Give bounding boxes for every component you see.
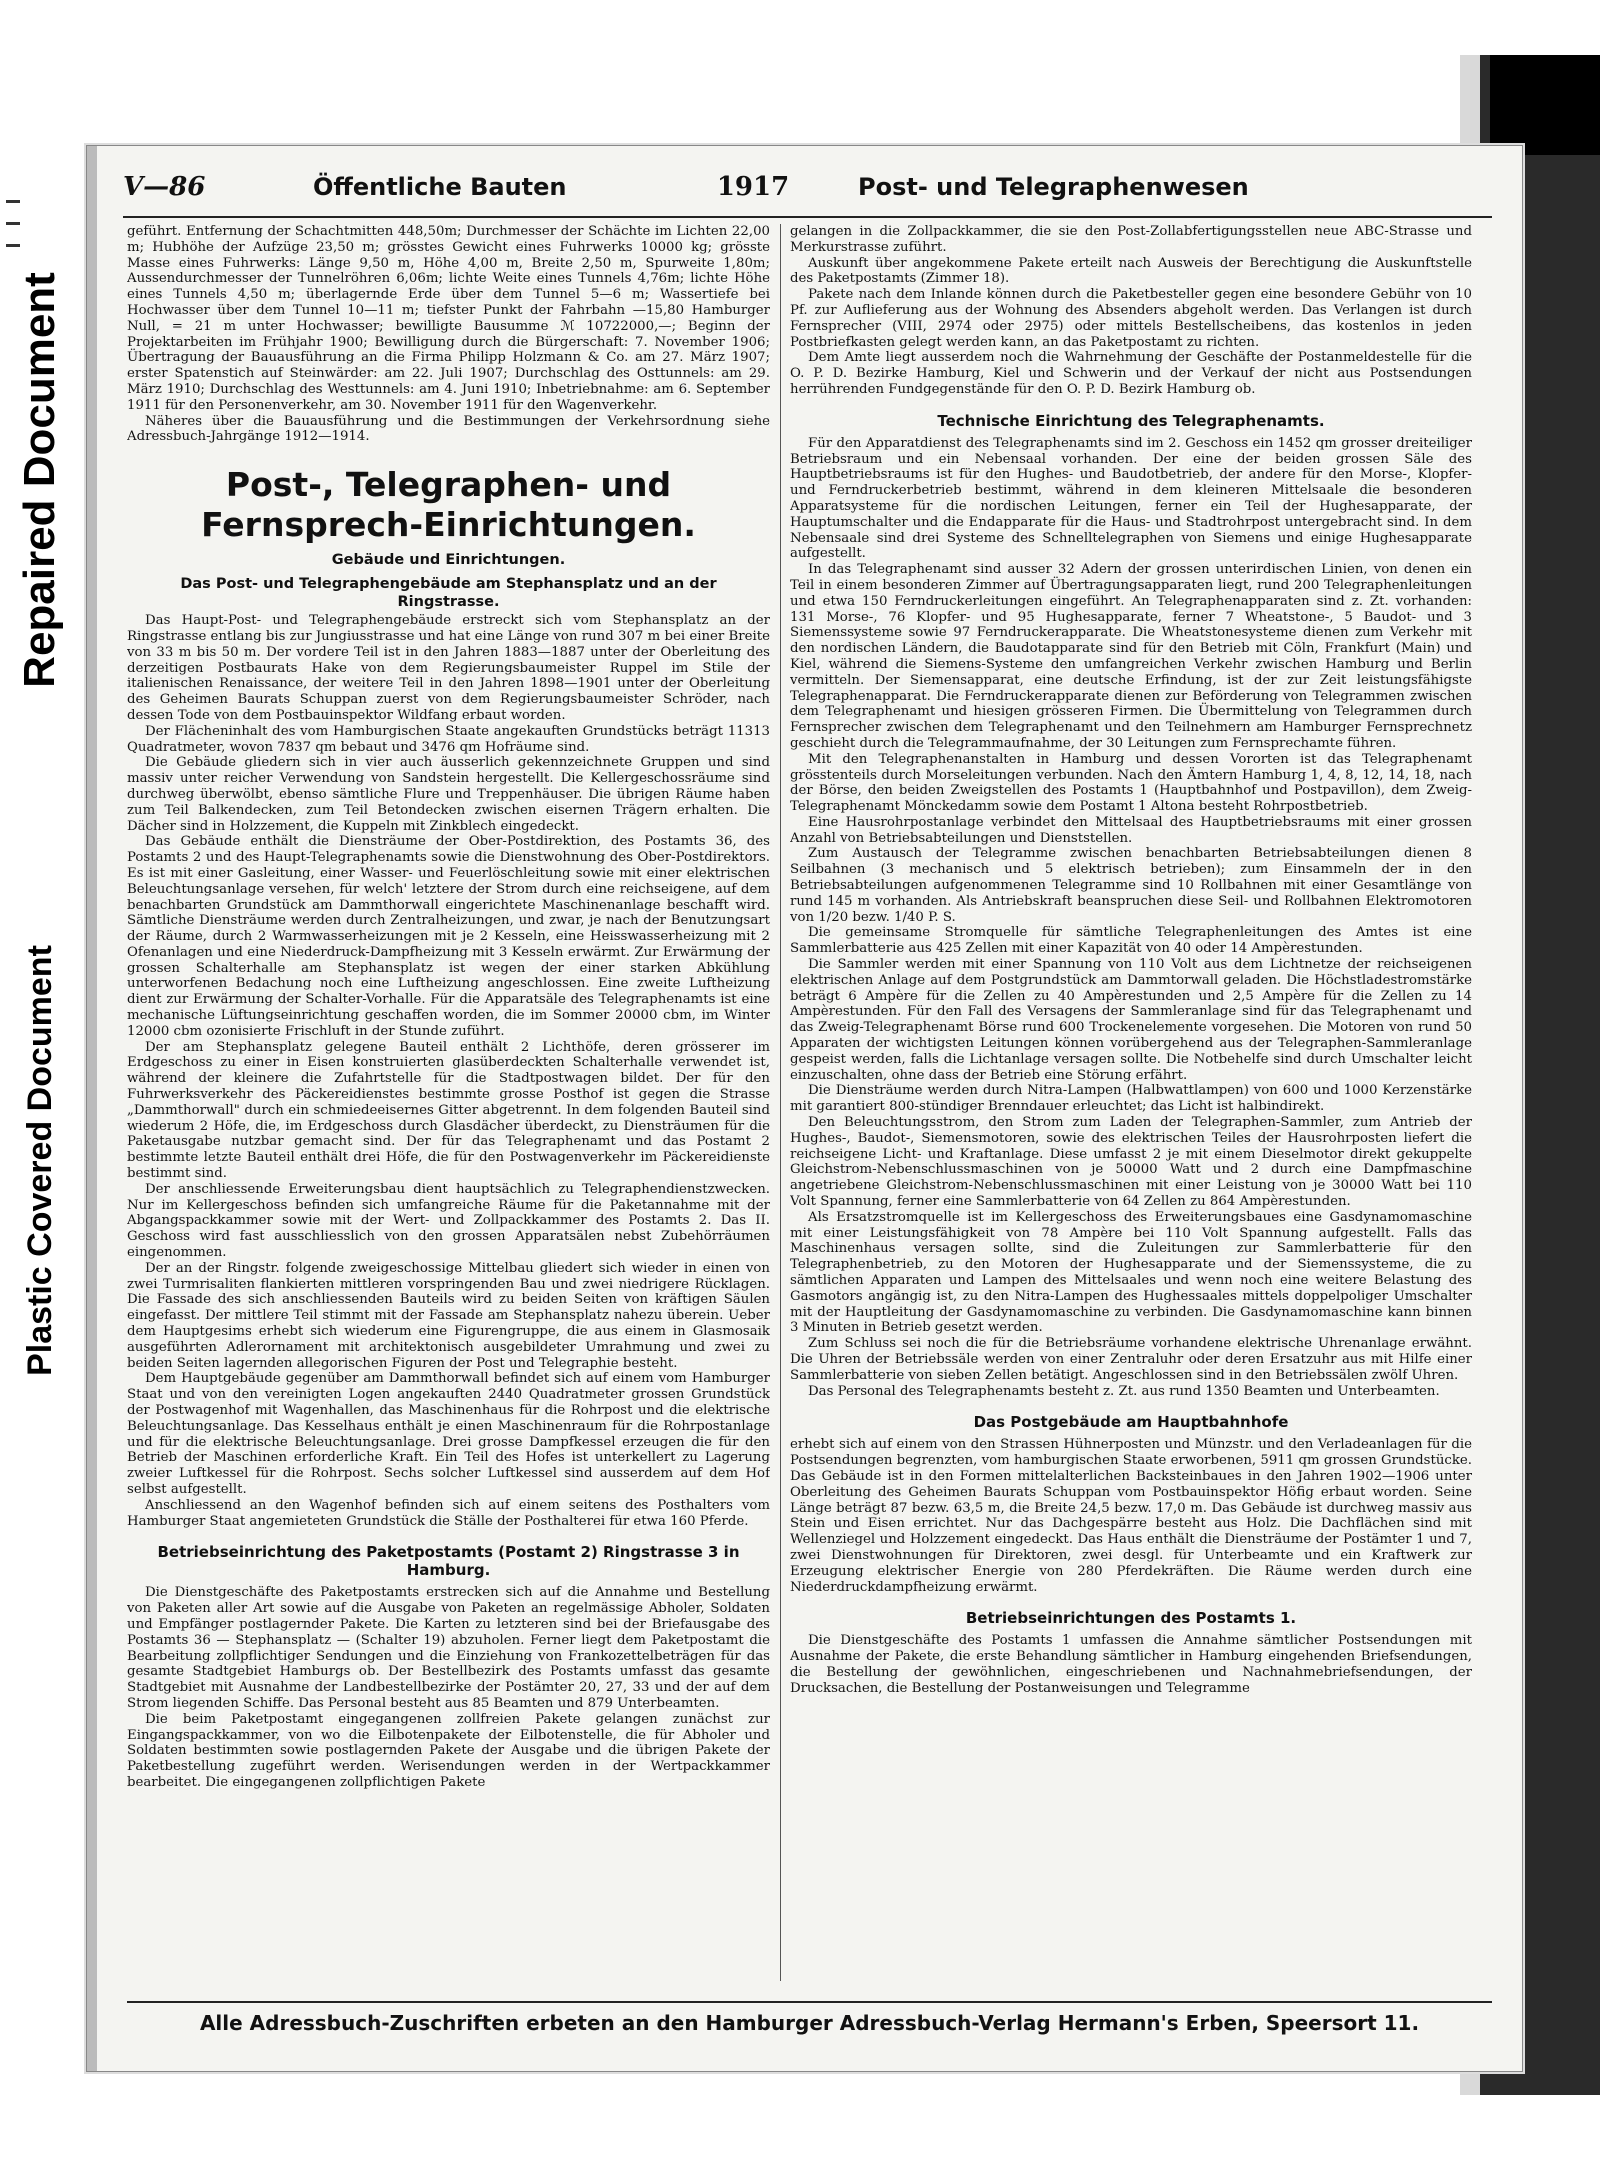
paragraph: Der Flächeninhalt des vom Hamburgischen Staate angekauften Grundstücks beträgt 11313 Quadratmeter, wovon 7837 qm bebaut und 3476 qm Hofräume sind. [127,723,770,755]
topic-title: Post- und Telegraphenwesen [858,173,1249,201]
paragraph: Für den Apparatdienst des Telegraphenamts sind im 2. Geschoss ein 1452 qm grosser dreiteiliger Betriebsraum und ein Nebensaal vorhanden. Der eine der beiden grossen Säle des Hauptbetriebsraums ist für den Hughes- und Baudotbetrieb, der andere für den Morse-, Klopfer- und Ferndruckerbetrieb bestimmt, während in dem kleineren Mittelsaale die besonderen Apparatsysteme für die nordischen Leitungen, ferner ein Teil der Hughesapparate, der Hauptumschalter und die Endapparate für die Haus- und Stadtrohrpost untergebracht sind. In dem Nebensaale sind drei Systeme des Schnelltelegraphen von Siemens und einige Hughesapparate aufgestellt. [790,435,1472,562]
plastic-covered-label [0,780,80,1540]
paragraph: Zum Schluss sei noch die für die Betriebsräume vorhandene elektrische Uhrenanlage erwähnt. Die Uhren der Betriebssäle werden von einer Zentraluhr oder deren Ersatzuhr aus mit Hilfe einer Sammlerbatterie von sieben Zellen betätigt. Angeschlossen sind in den Betriebssälen zwölf Uhren. [790,1336,1472,1383]
scan-corner [1490,55,1600,155]
paragraph: Näheres über die Bauausführung und die Bestimmungen der Verkehrsordnung siehe Adressbuch-Jahrgänge 1912—1914. [127,413,770,445]
section-heading: Das Post- und Telegraphengebäude am Stephansplatz und an der Ringstrasse. [180,576,717,611]
paragraph: geführt. Entfernung der Schachtmitten 448,50m; Durchmesser der Schächte im Lichten 22,00 m; Hubhöhe der Aufzüge 23,50 m; grösstes Gewicht eines Fuhrwerks 10000 kg; grösste Masse eines Fuhrwerks: Länge 9,50 m, Höhe 4,00 m, Breite 2,50 m, Spurweite 1,80m; Aussendurchmesser der Tunnelröhren 6,06m; lichte Weite eines Tunnels 4,76m; lichte Höhe eines Tunnels 4,50 m; überlagernde Erde über dem Tunnel 5—6 m; Wassertiefe bei Hochwasser über dem Tunnel 10—11 m; tiefster Punkt der Fahrbahn —15,80 Hamburger Null, = 21 m unter Hochwasser; bewilligte Bausumme ℳ 10722000,—; Beginn der Projektarbeiten im Frühjahr 1900; Bewilligung durch die Bürgerschaft: 7. November 1906; Übertragung der Bauausführung an die Firma Philipp Holzmann & Co. am 27. März 1907; erster Spatenstich auf Steinwärder: am 22. Juli 1907; Durchschlag des Osttunnels: am 29. März 1910; Durchschlag des Westtunnels: am 4. Juni 1910; Inbetriebnahme: am 6. September 1911 für den Personenverkehr, am 30. November 1911 für den Wagenverkehr. [127,224,770,413]
paragraph: Die Diensträume werden durch Nitra-Lampen (Halbwattlampen) von 600 und 1000 Kerzenstärke mit garantiert 800-stündiger Brenndauer erleuchtet; das Licht ist halbindirekt. [790,1083,1472,1115]
paragraph: In das Telegraphenamt sind ausser 32 Adern der grossen unterirdischen Linien, von denen ein Teil in einem besonderen Zimmer auf Übertragungsapparaten liegt, rund 200 Telegraphenleitungen und etwa 150 Ferndruckerleitungen eingeführt. An Telegraphenapparaten sind z. Zt. vorhanden: 131 Morse-, 76 Klopfer- und 95 Hughesapparate, ferner 7 Wheatstone-, 5 Baudot- und 3 Siemenssysteme sowie 97 Ferndruckerapparate. Die Wheatstonesysteme dienen zum Verkehr mit den nordischen Ländern, die Baudotapparate sind für den Betrieb mit Cöln, Frankfurt (Main) und Kiel, während die Siemens-Systeme den umfangreichen Verkehr zwischen Hamburg und Berlin vermitteln. Der Siemensapparat, eine deutsche Erfindung, ist der zur Zeit leistungsfähigste Telegraphenapparat. Die Ferndruckerapparate dienen zur Beförderung von Telegrammen zwischen dem Telegraphenamt und hiesigen grösseren Firmen. Die Übermittelung von Telegrammen durch Fernsprecher zwischen dem Telegraphenamt und den Teilnehmern am Hamburger Fernsprechnetz geschieht durch die Telegrammaufnahme, der 30 Leitungen zum Fernsprechamte führen. [790,562,1472,751]
page-number: V—86 [123,172,206,202]
page-year: 1917 [716,172,790,202]
paragraph: Zum Austausch der Telegramme zwischen benachbarten Betriebsabteilungen dienen 8 Seilbahnen (3 mechanisch und 5 elektrisch betrieben); zum Einsammeln der in den Betriebsabteilungen aufgenommenen Telegramme sind 10 Rollbahnen mit einer Gesamtlänge von rund 145 m vorhanden. Als Antriebskraft beanspruchen diese Seil- und Rollbahnen Elektromotoren von 1/20 bezw. 1/40 P. S. [790,846,1472,925]
paragraph: Die Gebäude gliedern sich in vier auch äusserlich gekennzeichnete Gruppen und sind massiv unter reicher Verwendung von Sandstein hergestellt. Die Kellergeschossräume sind durchweg überwölbt, ebenso sämtliche Flure und Treppenhäuser. Die übrigen Räume haben zum Teil Balkendecken, zum Teil Betondecken zwischen eisernen Trägern erhalten. Die Dächer sind in Holzzement, die Kuppeln mit Zinkblech eingedeckt. [127,755,770,834]
page-footer [127,2001,1492,2043]
section-heading: Technische Einrichtung des Telegraphenamts. [937,411,1325,430]
paragraph: Auskunft über angekommene Pakete erteilt nach Ausweis der Berechtigung die Auskunftstelle des Paketpostamts (Zimmer 18). [790,255,1472,287]
paragraph: Pakete nach dem Inlande können durch die Paketbesteller gegen eine besondere Gebühr von 10 Pf. zur Auflieferung aus der Wohnung des Absenders abgeholt werden. Das Verlangen ist durch Fernsprecher (VIII, 2974 oder 2975) oder mittels Bestellscheibens, das kostenlos in jeden Postbriefkasten gelegt werden kann, an das Paketpostamt zu richten. [790,287,1472,350]
section-heading: Betriebseinrichtung des Paketpostamts (Postamt 2) Ringstrasse 3 in Hamburg. [157,1543,740,1580]
section-heading: Betriebseinrichtungen des Postamts 1. [965,1609,1297,1628]
paragraph: Die Dienstgeschäfte des Postamts 1 umfassen die Annahme sämtlicher Postsendungen mit Ausnahme der Pakete, die erste Behandlung sämtlicher in Hamburg eingehenden Briefsendungen, die Bestellung der gewöhnlichen, eingeschriebenen und Nachnahmebriefsendungen, der Drucksachen, die Bestellung der Postanweisungen und Telegramme [790,1633,1472,1696]
document-page [86,145,1523,2072]
footer-text: Alle Adressbuch-Zuschriften erbeten an den Hamburger Adressbuch-Verlag Hermann's Erben, Speersort 11. [199,2011,1420,2035]
paragraph: Das Gebäude enthält die Diensträume der Ober-Postdirektion, des Postamts 36, des Postamts 2 und des Haupt-Telegraphenamts sowie die Dienstwohnung des Ober-Postdirektors. Es ist mit einer Gasleitung, einer Wasser- und Feuerlöschleitung sowie mit einer elektrischen Beleuchtungsanlage versehen, für welch' letztere der Strom durch eine reichseigene, auf dem benachbarten Grundstück am Dammthorwall eingerichtete Maschinenanlage beschafft wird. Sämtliche Diensträume werden durch Zentralheizungen, und zwar, je nach der Benutzungsart der Räume, durch 2 Warmwasserheizungen mit je 2 Kesseln, eine Heisswasserheizung mit 2 Ofenanlagen und eine Niederdruck-Dampfheizung mit 3 Kesseln erwärmt. Zur Erwärmung der grossen Schalterhalle am Stephansplatz ist wegen der einer starken Abkühlung unterworfenen Bedachung noch eine Luftheizung angeschlossen. Eine zweite Luftheizung dient zur Erwärmung der Schalter-Vorhalle. Für die Apparatsäle des Telegraphenamts ist eine mechanische Lüftungseinrichtung geschaffen worden, die im Sommer 20000 cbm, im Winter 12000 cbm ozonisierte Frischluft in der Stunde zuführt. [127,834,770,1039]
paragraph: Der anschliessende Erweiterungsbau dient hauptsächlich zu Telegraphendienstzwecken. Nur im Kellergeschoss befinden sich umfangreiche Räume für die Paketannahme mit der Abgangspackkammer sowie mit der Wert- und Zollpackkammer des Postamts 2. Das II. Geschoss wird fast ausschliesslich von den grossen Apparatsälen nebst Zubehörräumen eingenommen. [127,1181,770,1261]
paragraph: Das Personal des Telegraphenamts besteht z. Zt. aus rund 1350 Beamten und Unterbeamten. [808,1383,1440,1399]
paragraph: Die Sammler werden mit einer Spannung von 110 Volt aus dem Lichtnetze der reichseigenen elektrischen Anlage auf dem Postgrundstück am Dammtorwall geladen. Die Höchstladestromstärke beträgt 6 Ampère für die Zellen zu 40 Ampèrestunden und 2,5 Ampère für die Zellen zu 14 Ampèrestunden. Für den Fall des Versagens der Sammleranlage sind für das Telegraphenamt und das Zweig-Telegraphenamt Börse rund 600 Trockenelemente vorgesehen. Die Motoren von rund 50 Apparaten der wichtigsten Leitungen können vorübergehend aus der Telegraphen-Sammleranlage gespeist werden, falls die Lichtanlage versagen sollte. Die Notbehelfe sind durch Umschalter leicht einzuschalten, ohne dass der Betrieb eine Störung erfährt. [790,957,1472,1083]
subtitle: Gebäude und Einrichtungen. [331,552,566,569]
left-column [127,224,770,1989]
page-binding [87,146,97,2071]
paragraph: Das Haupt-Post- und Telegraphengebäude erstreckt sich vom Stephansplatz an der Ringstrasse entlang bis zur Jungiusstrasse und hat eine Länge von rund 307 m bei einer Breite von 33 m bis 50 m. Der vordere Teil ist in den Jahren 1883—1887 unter der Oberleitung des derzeitigen Postbaurats Hake von dem Regierungsbaumeister Ruppel im Stile der italienischen Renaissance, der weitere Teil in den Jahren 1898—1901 unter der Oberleitung des Geheimen Baurats Schuppan zuerst von dem Regierungsbaumeister Schröder, nach dessen Tode von dem Postbauinspektor Wildfang erbaut worden. [127,613,770,723]
paragraph: Eine Hausrohrpostanlage verbindet den Mittelsaal des Hauptbetriebsraums mit einer grossen Anzahl von Betriebsabteilungen und Dienststellen. [790,814,1472,846]
header-rule [123,216,1492,218]
repaired-document-label [0,200,80,760]
paragraph: gelangen in die Zollpackkammer, die sie den Post-Zollabfertigungsstellen neue ABC-Strasse und Merkurstrasse zuführt. [790,224,1472,255]
paragraph: Dem Hauptgebäude gegenüber am Dammthorwall befindet sich auf einem vom Hamburger Staat und von den vereinigten Logen angekauften 2440 Quadratmeter grossen Grundstück der Postwagenhof mit Wagenhallen, das Maschinenhaus für die Rohrpost und die elektrische Beleuchtungsanlage. Das Kesselhaus enthält je einen Maschinenraum für die Rohrpostanlage und für die elektrische Beleuchtungsanlage. Drei grosse Dampfkessel erzeugen die für den Betrieb der Maschinen erforderliche Kraft. Ein Teil des Hofes ist unterkellert zu Lagerung zweier Luftkessel für die Rohrpost. Sechs solcher Luftkessel sind ausserdem auf dem Hof selbst aufgestellt. [127,1371,770,1497]
right-column [790,224,1472,1989]
plastic-label-text: Plastic Covered Document [20,944,59,1376]
paragraph: Die Dienstgeschäfte des Paketpostamts erstrecken sich auf die Annahme und Bestellung von Paketen aller Art sowie auf die Ausgabe von Paketen an regelmässige Abholer, Soldaten und Empfänger postlagernder Pakete. Die Karten zu letzteren sind bei der Briefausgabe des Postamts 36 — Stephansplatz — (Schalter 19) abzuholen. Ferner liegt dem Paketpostamt die Bearbeitung zollpflichtiger Sendungen und die Einziehung von Frankozettelbeträgen für das gesamte Stadtgebiet Hamburgs ob. Der Bestellbezirk des Postamts umfasst das gesamte Stadtgebiet mit Ausnahme der Landbestellbezirke der Postämter 20, 27, 33 und der auf dem Strom liegenden Schiffe. Das Personal besteht aus 85 Beamten und 879 Unterbeamten. [127,1585,770,1711]
paragraph: Der am Stephansplatz gelegene Bauteil enthält 2 Lichthöfe, deren grösserer im Erdgeschoss zu einer in Eisen konstruierten glasüberdeckten Schalterhalle verwendet ist, während der kleinere die Zufahrtstelle für die Stadtpostwagen bildet. Der für den Fuhrwerksverkehr des Päckereidienstes bestimmte grosse Posthof ist gegen die Strasse „Dammthorwall" durch ein schmiedeeisernes Gitter abgetrennt. In dem folgenden Bauteil sind wiederum 2 Höfe, die, im Erdgeschoss durch Glasdächer überdeckt, zu Diensträumen für die Paketausgabe nutzbar gemacht sind. Der für das Telegraphenamt und das Postamt 2 bestimmte letzte Bauteil enthält drei Höfe, die für den Postwagenverkehr im Päckereidienste bestimmt sind. [127,1039,770,1182]
repaired-label-text: Repaired Document [15,272,65,688]
paragraph: Die beim Paketpostamt eingegangenen zollfreien Pakete gelangen zunächst zur Eingangspackkammer, von wo die Eilbotenpakete der Eilbotenstelle, die für Abholer und Soldaten bestimmten sowie postlagernden Pakete der Ausgabe und die übrigen Pakete der Paketbestellung zugeführt werden. Werisendungen werden in der Wertpackkammer bearbeitet. Die eingegangenen zollpflichtigen Pakete [127,1711,770,1790]
paragraph: Die gemeinsame Stromquelle für sämtliche Telegraphenleitungen des Amtes ist eine Sammlerbatterie aus 425 Zellen mit einer Kapazität von 40 oder 14 Ampèrestunden. [790,925,1472,957]
paragraph: Anschliessend an den Wagenhof befinden sich auf einem seitens des Posthalters vom Hamburger Staat angemieteten Grundstück die Ställe der Posthalterei für etwa 160 Pferde. [127,1497,770,1529]
paragraph: Dem Amte liegt ausserdem noch die Wahrnehmung der Geschäfte der Postanmeldestelle für die O. P. D. Bezirke Hamburg, Kiel und Schwerin und der Verkauf der nicht aus Postsendungen herrührenden Fundgegenstände für den O. P. D. Bezirk Hamburg ob. [790,350,1472,397]
paragraph: Mit den Telegraphenanstalten in Hamburg und dessen Vororten ist das Telegraphenamt grösstenteils durch Morseleitungen verbunden. Nach den Ämtern Hamburg 1, 4, 8, 12, 14, 18, nach der Börse, den beiden Zweigstellen des Postamts 1 (Hauptbahnhof und Postpavillon), dem Zweig-Telegraphenamt Mönckedamm sowie dem Postamt 1 Altona besteht Rohrpostbetrieb. [790,751,1472,815]
paragraph: Als Ersatzstromquelle ist im Kellergeschoss des Erweiterungsbaues eine Gasdynamomaschine mit einer Leistungsfähigkeit von 78 Ampère bei 110 Volt Spannung aufgestellt. Falls das Maschinenhaus versagen sollte, sind die Zuleitungen zur Sammlerbatterie für den Telegraphenbetrieb, zu den Motoren der Hughesapparate und der Siemenssysteme, die zu sämtlichen Apparaten und Lampen des Mittelsaales und wenn noch eine weitere Belastung des Gasmotors angängig ist, zu den Nitra-Lampen des Hughessaales mittels doppelpoliger Umschalter mit der Hauptleitung der Gasdynamomaschine zu verbinden. Die Gasdynamomaschine kann binnen 3 Minuten in Betrieb gesetzt werden. [790,1209,1472,1336]
main-title: Post-, Telegraphen- und Fernsprech-Einrichtungen. [201,465,696,545]
section-heading: Das Postgebäude am Hauptbahnhofe [973,1413,1289,1432]
column-divider [780,224,781,1981]
paragraph: Der an der Ringstr. folgende zweigeschossige Mittelbau gliedert sich wieder in einen von zwei Turmrisaliten flankierten mittleren vorspringenden Bau und zwei niedrigere Rücklagen. Die Fassade des sich anschliessenden Bauteils wird zu beiden Seiten von kräftigen Säulen eingefasst. Der mittlere Teil stimmt mit der Fassade am Stephansplatz nahezu überein. Ueber dem Hauptgesims erhebt sich wiederum eine Figurengruppe, die aus einem in Glasmosaik ausgeführten Adlerornament mit architektonisch ausgebildeter Umrahmung und zwei zu beiden Seiten lagernden allegorischen Figuren der Post und Telegraphie besteht. [127,1260,770,1371]
paragraph: erhebt sich auf einem von den Strassen Hühnerposten und Münzstr. und den Verladeanlagen für die Postsendungen begrenzten, vom hamburgischen Staate erworbenen, 5911 qm grossen Grundstücke. Das Gebäude ist in den Formen mittelalterlichen Backsteinbaues in den Jahren 1902—1906 unter Oberleitung des Geheimen Baurats Schuppan vom Postbauinspektor Höfig erbaut worden. Seine Länge beträgt 87 bezw. 63,5 m, die Breite 24,5 bezw. 17,0 m. Das Gebäude ist durchweg massiv aus Stein und Eisen errichtet. Nur das Dachgespärre besteht aus Holz. Die Dachflächen sind mit Wellenziegel und Holzzement eingedeckt. Das Haus enthält die Diensträume der Postämter 1 und 7, zwei Dienstwohnungen für Direktoren, zwei desgl. für Unterbeamte und ein Kraftwerk zur Erzeugung elektrischer Energie von 280 Pferdekräften. Die Räume werden durch eine Niederdruckdampfheizung erwärmt. [790,1437,1472,1595]
section-title: Öffentliche Bauten [313,173,567,201]
page-header [123,172,1492,212]
paragraph: Den Beleuchtungsstrom, den Strom zum Laden der Telegraphen-Sammler, zum Antrieb der Hughes-, Baudot-, Siemensmotoren, sowie des elektrischen Teiles der Hausrohrposten liefert die reichseigene Licht- und Kraftanlage. Diese umfasst 2 je mit einem Dieselmotor direkt gekuppelte Gleichstrom-Nebenschlussmaschinen von je 50000 Watt und 2 durch eine Dampfmaschine angetriebene Gleichstrom-Nebenschlussmaschinen mit einer Leistung von je 30000 Watt bei 110 Volt Spannung, ferner eine Sammlerbatterie von 64 Zellen zu 864 Ampèrestunden. [790,1115,1472,1210]
